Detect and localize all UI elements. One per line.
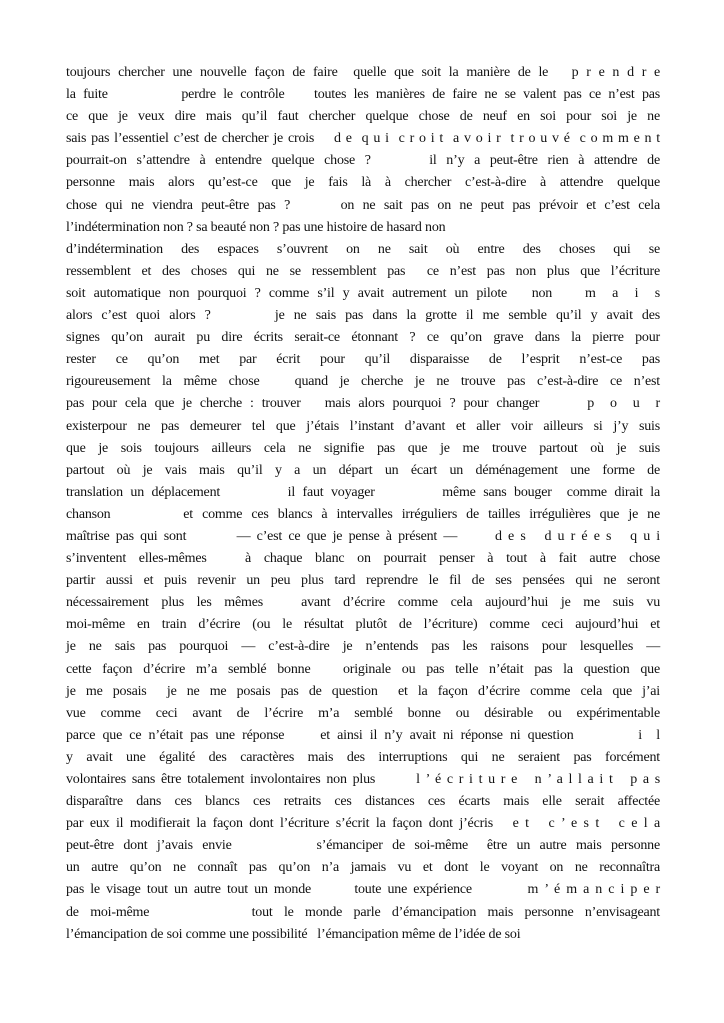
text-line: disparaître dans ces blancs ces retraits ces distances ces écarts mais elle serait affectée	[66, 794, 660, 810]
text-line: ce que je veux dire mais qu’il faut chercher quelque chose de neuf en soi pour soi je ne	[66, 109, 660, 125]
text-line: sais pas l’essentiel c’est de chercher je crois d e q u i c r o i t a v o i r t r o u v é c o m m e n t	[66, 131, 660, 147]
text-line: un autre qu’on ne connaît pas qu’on n’a jamais vu et dont le voyant on ne reconnaîtra	[66, 860, 660, 876]
text-line: nécessairement plus les mêmes avant d’écrire comme cela aujourd’hui je me suis vu	[66, 595, 660, 611]
text-line: alors c’est quoi alors ? je ne sais pas dans la grotte il me semble qu’il y avait des	[66, 308, 660, 324]
text-line: volontaires sans être totalement involontaires non plus l ’ é c r i t u r e n ’ a l l a i t p a s	[66, 772, 660, 787]
text-line: que je sois toujours ailleurs cela ne signifie pas que je me trouve partout où je suis	[66, 440, 660, 456]
text-line: rigoureusement la même chose quand je cherche je ne trouve pas c’est-à-dire ce n’est	[66, 374, 660, 390]
text-line: chanson et comme ces blancs à intervalles irréguliers de tailles irrégulières que je ne	[66, 506, 660, 522]
text-line: parce que ce n’était pas une réponse et ainsi il n’y avait ni réponse ni question i l	[66, 727, 660, 743]
text-block	[66, 62, 660, 946]
text-line: soit automatique non pourquoi ? comme s’il y avait autrement un pilote non m a i s	[66, 285, 660, 301]
text-line: ressemblent et des choses qui ne se ressemblent pas ce n’est pas non plus que l’écriture	[66, 263, 660, 279]
text-line: personne mais alors qu’est-ce que je fais là à chercher c’est-à-dire à attendre quelque	[66, 175, 660, 191]
text-line: vue comme ceci avant de l’écrire m’a semblé bonne ou désirable ou expérimentable	[66, 705, 660, 721]
text-line: d’indétermination des espaces s’ouvrent on ne sait où entre des choses qui se	[66, 241, 660, 257]
text-line: translation un déplacement il faut voyager même sans bouger comme dirait la	[66, 484, 660, 500]
text-line: la fuite perdre le contrôle toutes les manières de faire ne se valent pas ce n’est pas	[66, 87, 660, 103]
text-line: s’inventent elles-mêmes à chaque blanc on pourrait penser à tout à fait autre chose	[66, 551, 660, 567]
text-line: chose qui ne viendra peut-être pas ? on ne sait pas on ne peut pas prévoir et c’est cela	[66, 197, 660, 213]
text-line: y avait une égalité des caractères mais des interruptions qui ne seraient pas forcément	[66, 749, 660, 765]
text-line: pourrait-on s’attendre à entendre quelque chose ? il n’y a peut-être rien à attendre de	[66, 153, 660, 169]
text-line: partout où je vais mais qu’il y a un départ un écart un déménagement une forme de	[66, 462, 660, 478]
text-line: partir aussi et puis revenir un peu plus tard reprendre le fil de ses pensées qui ne seront	[66, 573, 660, 589]
text-line: je me posais je ne me posais pas de question et la façon d’écrire comme cela que j’ai	[66, 683, 660, 699]
text-line: l’indétermination non ? sa beauté non ? pas une histoire de hasard non	[66, 219, 446, 235]
text-line: pas le visage tout un autre tout un monde toute une expérience m ’ é m a n c i p e r	[66, 882, 660, 898]
text-line: maîtrise pas qui sont — c’est ce que je pense à présent — d e s d u r é e s q u i	[66, 528, 660, 544]
text-line: de moi-même tout le monde parle d’émancipation mais personne n’envisageant	[66, 904, 660, 920]
text-line: toujours chercher une nouvelle façon de faire quelle que soit la manière de le p r e n d r e	[66, 65, 660, 80]
text-line: l’émancipation de soi comme une possibilité l’émancipation même de l’idée de soi	[66, 926, 521, 942]
text-line: je ne sais pas pourquoi — c’est-à-dire je n’entends pas les raisons pour lesquelles —	[66, 639, 660, 655]
text-line: cette façon d’écrire m’a semblé bonne originale ou pas telle n’était pas la question que	[66, 661, 660, 677]
text-line: pas pour cela que je cherche : trouver mais alors pourquoi ? pour changer p o u r	[66, 396, 660, 412]
text-line: existerpour ne pas demeurer tel que j’étais l’instant d’avant et aller voir ailleurs si j’y suis	[66, 418, 660, 434]
text-line: par eux il modifierait la façon dont l’écriture s’écrit la façon dont j’écris e t c ’ e s t c e l a	[66, 816, 660, 832]
text-line: signes qu’on aurait pu dire écrits serait-ce étonnant ? ce qu’on grave dans la pierre pour	[66, 330, 660, 346]
text-line: rester ce qu’on met par écrit pour qu’il disparaisse de l’esprit n’est-ce pas	[66, 352, 660, 368]
text-line: moi-même en train d’écrire (ou le résultat plutôt de l’écriture) comme ceci aujourd’hui et	[66, 617, 660, 633]
text-line: peut-être dont j’avais envie s’émanciper de soi-même être un autre mais personne	[66, 838, 660, 854]
